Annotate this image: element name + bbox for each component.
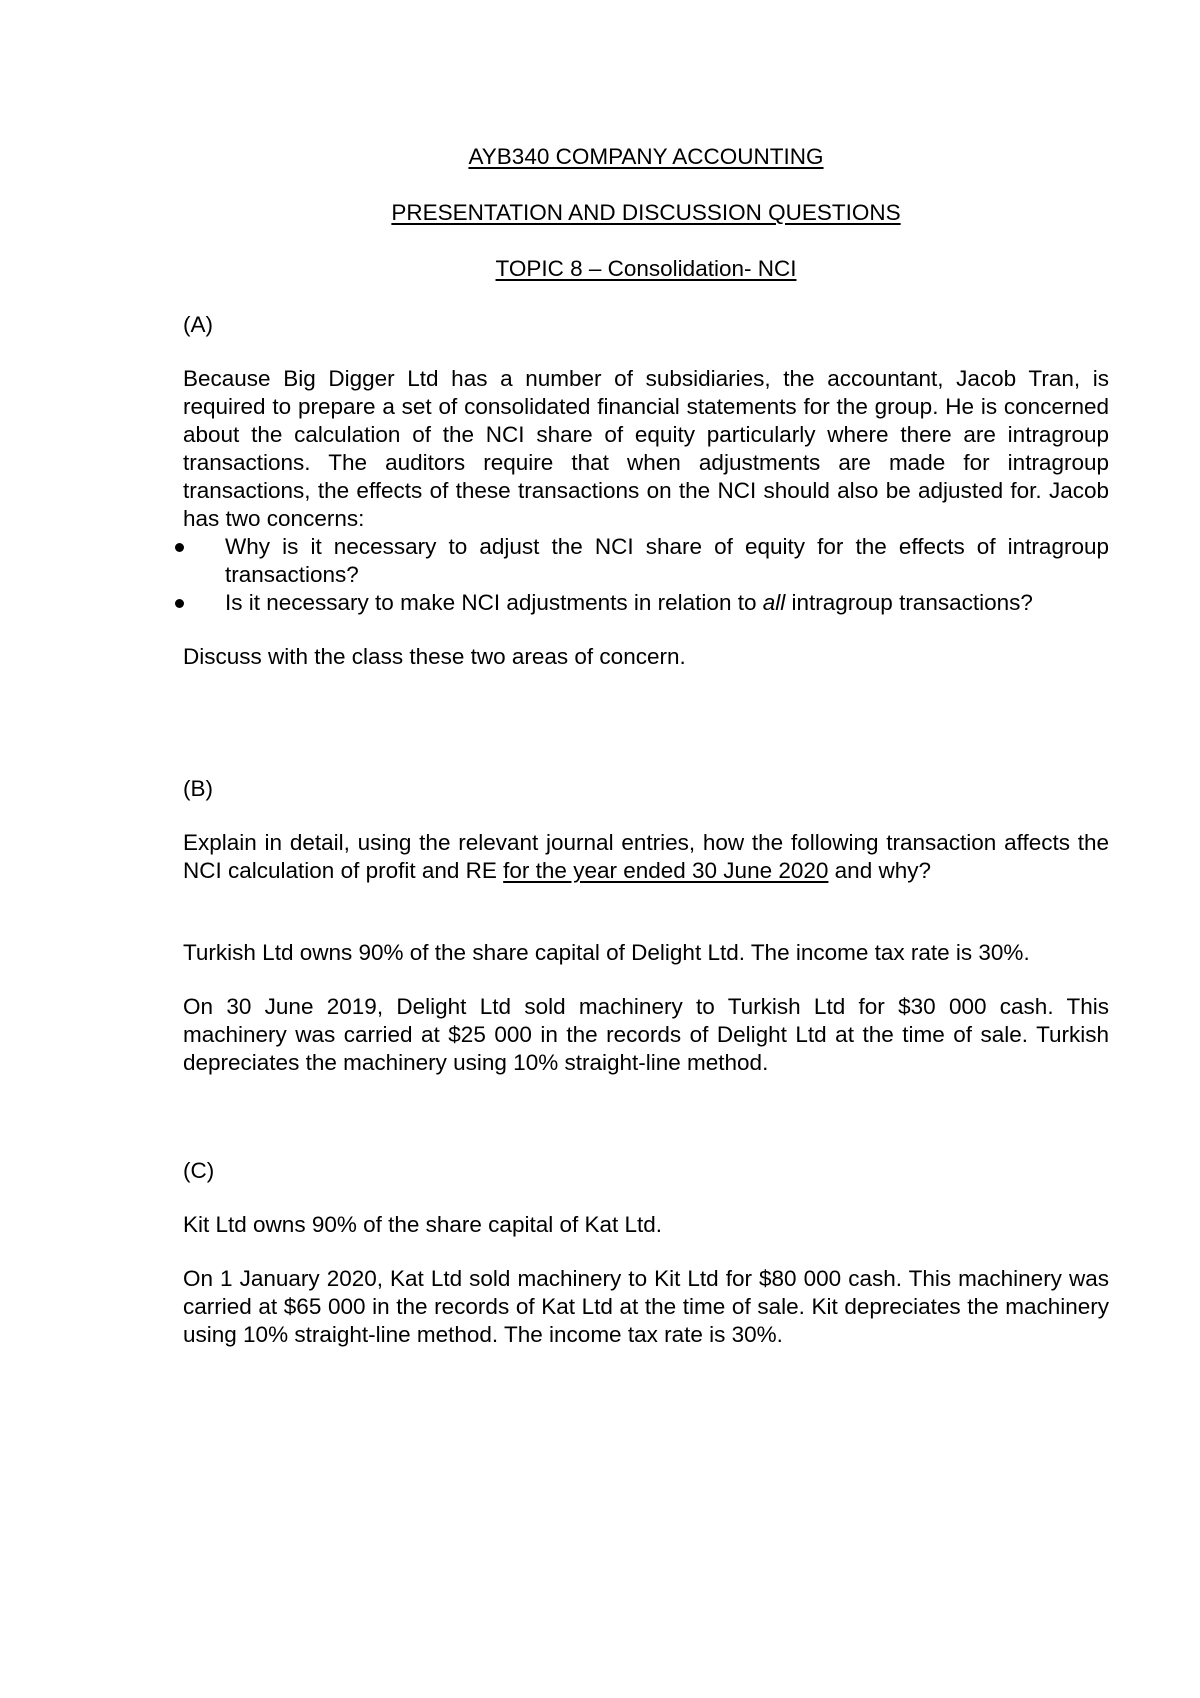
bullet-icon xyxy=(175,543,184,552)
section-b-intro-underlined: for the year ended 30 June 2020 xyxy=(503,858,829,883)
document-content xyxy=(183,143,1109,1349)
section-c-paragraph-2: On 1 January 2020, Kat Ltd sold machinery to Kit Ltd for $80 000 cash. This machinery was carried at $65 000 in the records of Kat Ltd at the time of sale. Kit depreciates the machinery using 10% straight-line method. The income tax rate is 30%. xyxy=(183,1266,1109,1347)
bullet-text-2-before: Is it necessary to make NCI adjustments in relation to xyxy=(225,590,763,615)
document-subtitle: PRESENTATION AND DISCUSSION QUESTIONS xyxy=(391,200,901,225)
section-c-paragraph-1: Kit Ltd owns 90% of the share capital of Kat Ltd. xyxy=(183,1212,663,1237)
bullet-text-2-emphasis: all xyxy=(762,590,786,615)
section-b-paragraph-1: Turkish Ltd owns 90% of the share capital of Delight Ltd. The income tax rate is 30%. xyxy=(183,940,1030,965)
section-a-closing: Discuss with the class these two areas of concern. xyxy=(183,644,686,669)
bullet-icon xyxy=(175,599,184,608)
topic-title: TOPIC 8 – Consolidation- NCI xyxy=(495,256,797,281)
section-b-label: (B) xyxy=(183,776,213,801)
list-item xyxy=(183,589,1109,617)
section-a-label: (A) xyxy=(183,312,213,337)
list-item xyxy=(183,533,1109,589)
section-b-intro-after: and why? xyxy=(828,858,931,883)
bullet-text-2-after: intragroup transactions? xyxy=(785,590,1033,615)
section-b-paragraph-2: On 30 June 2019, Delight Ltd sold machinery to Turkish Ltd for $30 000 cash. This machinery was carried at $25 000 in the records of Delight Ltd at the time of sale. Turkish depreciates the machinery using 10% straight-line method. xyxy=(183,994,1109,1075)
section-b-intro xyxy=(183,829,1109,885)
section-b-intro-before: Explain in detail, using the relevant journal entries, how the following transaction affects the NCI calculation of profit and RE xyxy=(183,830,1109,883)
section-a-bullet-list xyxy=(183,533,1109,617)
bullet-text-1: Why is it necessary to adjust the NCI share of equity for the effects of intragroup transactions? xyxy=(225,534,1109,587)
section-a-paragraph: Because Big Digger Ltd has a number of subsidiaries, the accountant, Jacob Tran, is required to prepare a set of consolidated financial statements for the group. He is concerned about the calculation of the NCI share of equity particularly where there are intragroup transactions. The auditors require that when adjustments are made for intragroup transactions, the effects of these transactions on the NCI should also be adjusted for. Jacob has two concerns: xyxy=(183,366,1109,531)
course-title: AYB340 COMPANY ACCOUNTING xyxy=(468,144,824,169)
section-c-label: (C) xyxy=(183,1158,215,1183)
